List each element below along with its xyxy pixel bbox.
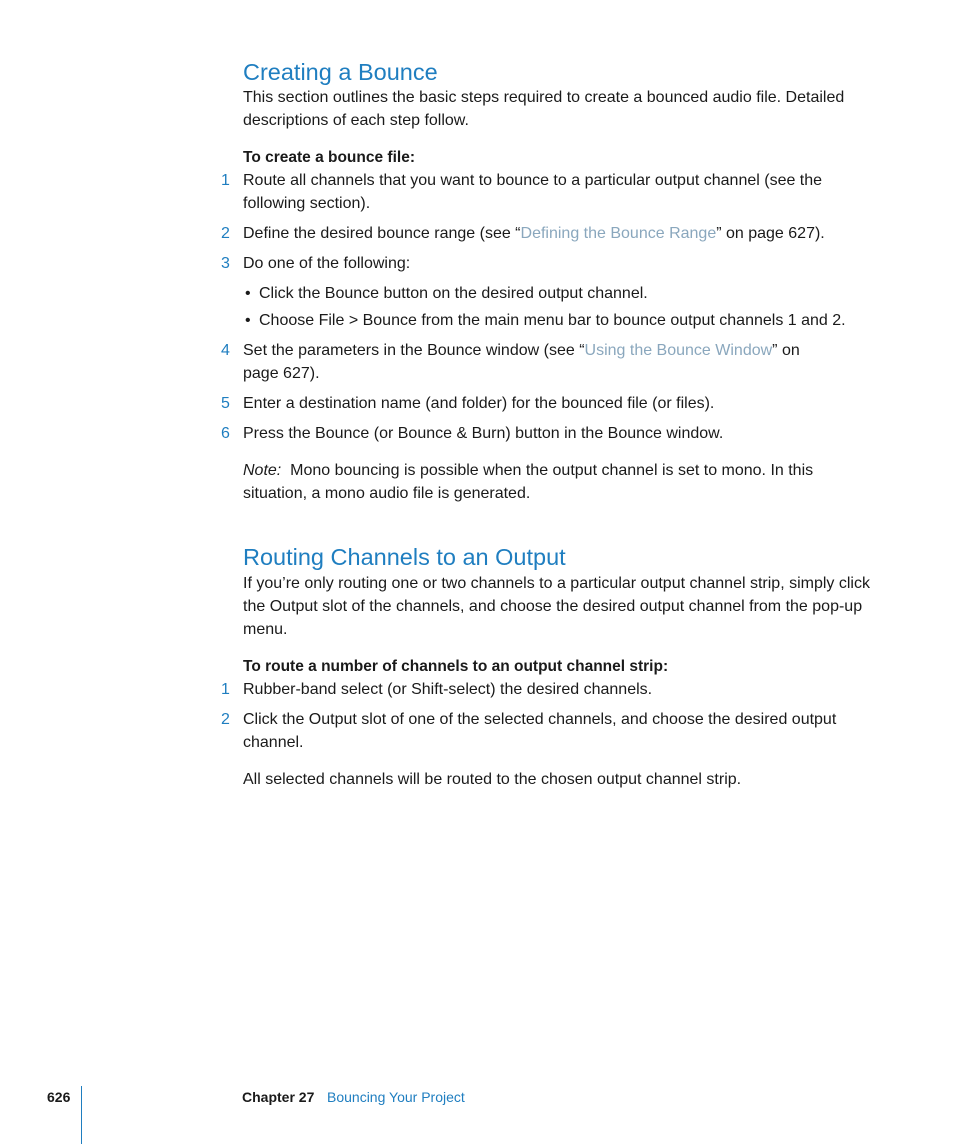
procedure-title: To route a number of channels to an output channel strip: <box>243 658 669 675</box>
step-number: 5 <box>221 395 230 412</box>
step-text: Enter a destination name (and folder) for the bounced file (or files). <box>243 395 715 412</box>
step-number: 1 <box>221 681 230 698</box>
step-number: 1 <box>221 172 230 189</box>
step-text: Rubber-band select (or Shift-select) the desired channels. <box>243 681 653 698</box>
step-text: Press the Bounce (or Bounce & Burn) button in the Bounce window. <box>243 425 724 442</box>
section-intro: This section outlines the basic steps required to create a bounced audio file. Detailed descriptions of each step follow. <box>243 89 845 129</box>
procedure-title: To create a bounce file: <box>243 149 415 166</box>
step-text-pre: Set the parameters in the Bounce window (see “ <box>243 342 585 359</box>
bullet-marker: • <box>245 312 251 329</box>
step-text: Do one of the following: <box>243 255 411 272</box>
footer-divider <box>81 1086 82 1144</box>
step-text: Route all channels that you want to bounce to a particular output channel (see the following section). <box>243 172 823 212</box>
step-number: 6 <box>221 425 230 442</box>
step-text-post: ” on page 627). <box>716 225 825 242</box>
section-intro: If you’re only routing one or two channels to a particular output channel strip, simply click the Output slot of the channels, and choose the desired output channel from the pop-up menu. <box>243 575 870 638</box>
step-text: Click the Output slot of one of the selected channels, and choose the desired output channel. <box>243 711 837 751</box>
note-label: Note: <box>243 462 282 479</box>
step-number: 3 <box>221 255 230 272</box>
bullet-marker: • <box>245 285 251 302</box>
step-text-pre: Define the desired bounce range (see “ <box>243 225 521 242</box>
link-using-the-bounce-window[interactable]: Using the Bounce Window <box>584 342 773 359</box>
step-text-post: ” on page 627). <box>243 342 800 382</box>
chapter-title: Bouncing Your Project <box>327 1089 465 1105</box>
step-text <box>243 339 818 385</box>
chapter-label: Chapter 27 <box>242 1089 315 1105</box>
bullet-item: Choose File > Bounce from the main menu bar to bounce output channels 1 and 2. <box>259 312 846 329</box>
section-heading-creating-a-bounce: Creating a Bounce <box>243 59 438 85</box>
section-heading-routing-channels: Routing Channels to an Output <box>243 544 566 570</box>
step-text <box>243 222 868 245</box>
step-number: 4 <box>221 342 230 359</box>
note-paragraph <box>243 459 843 505</box>
bullet-item: Click the Bounce button on the desired output channel. <box>259 285 648 302</box>
result-paragraph: All selected channels will be routed to the chosen output channel strip. <box>243 771 742 788</box>
page-number: 626 <box>47 1089 71 1105</box>
step-number: 2 <box>221 711 230 728</box>
step-number: 2 <box>221 225 230 242</box>
link-defining-the-bounce-range[interactable]: Defining the Bounce Range <box>520 225 717 242</box>
note-text: Mono bouncing is possible when the output channel is set to mono. In this situation, a mono audio file is generated. <box>243 462 814 502</box>
